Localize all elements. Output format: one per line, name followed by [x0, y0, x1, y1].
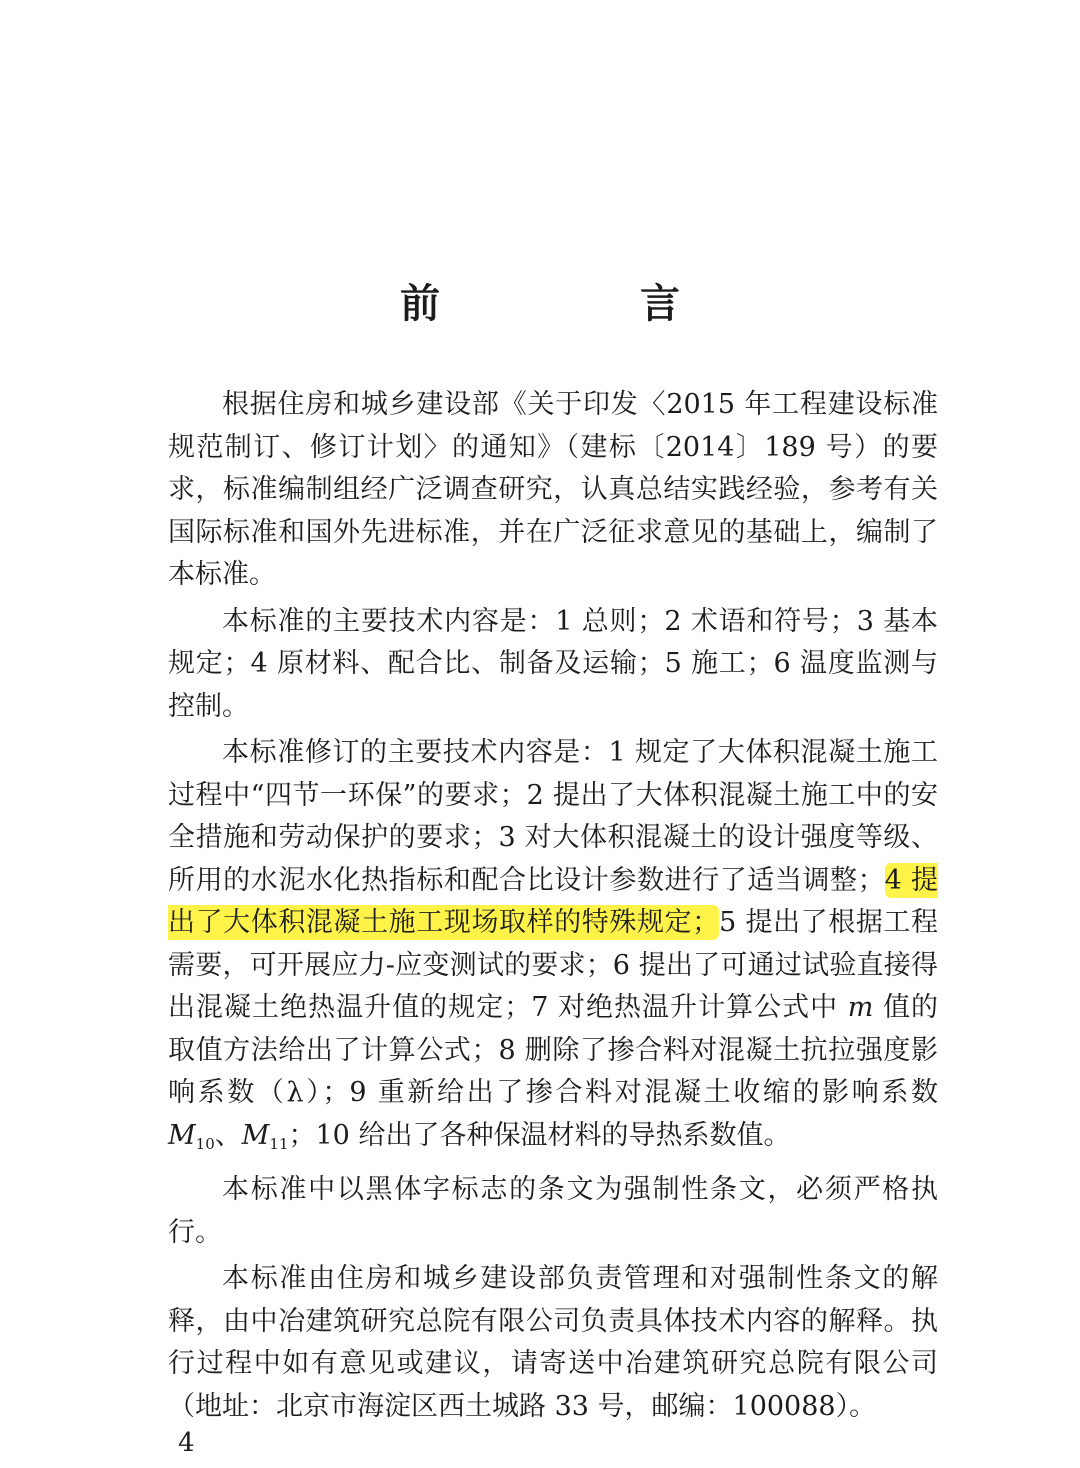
highlighted-text: 4 提出了大体积混凝土施工现场取样的特殊规定；	[168, 864, 939, 938]
page-title: 前 言	[400, 280, 760, 327]
variable-m11: M	[241, 1119, 270, 1151]
paragraph-5: 本标准由住房和城乡建设部负责管理和对强制性条文的解释，由中冶建筑研究总院有限公司负责具体技术内容的解释。执行过程中如有意见或建议，请寄送中冶建筑研究总院有限公司（地址：北京市海淀区西土城路 33 号，邮编：100088）。	[168, 1263, 938, 1422]
paragraph-3-part-3: 值的取值方法给出了计算公式；8 删除了掺合料对混凝土抗拉强度影响系数（λ）；9 重新给出了掺合料对混凝土收缩的影响系数	[168, 992, 938, 1108]
variable-m10: M	[168, 1119, 196, 1151]
paragraph-3-part-4: ；10 给出了各种保温材料的导热系数值。	[288, 1119, 791, 1151]
paragraph-3	[168, 732, 938, 1165]
subscript-10: 10	[195, 1134, 215, 1153]
variable-m: m	[847, 992, 874, 1023]
paragraph-4: 本标准中以黑体字标志的条文为强制性条文，必须严格执行。	[168, 1174, 938, 1248]
separator: 、	[214, 1119, 242, 1151]
paragraph-3-part-1: 本标准修订的主要技术内容是：1 规定了大体积混凝土施工过程中“四节一环保”的要求；2 提出了大体积混凝土施工中的安全措施和劳动保护的要求；3 对大体积混凝土的设计强度等级、所用的水泥水化热指标和配合比设计参数进行了适当调整；	[168, 737, 938, 896]
page-number: 4	[178, 1428, 195, 1458]
paragraph-3-part-2: 5 提出了根据工程需要，可开展应力-应变测试的要求；6 提出了可通过试验直接得出混凝土绝热温升值的规定；7 对绝热温升计算公式中	[168, 907, 939, 1023]
subscript-11: 11	[269, 1134, 289, 1153]
body-text	[168, 384, 938, 1432]
paragraph-1: 根据住房和城乡建设部《关于印发〈2015 年工程建设标准规范制订、修订计划〉的通知》（建标〔2014〕189 号）的要求，标准编制组经广泛调查研究，认真总结实践经验，参考有关国际标准和国外先进标准，并在广泛征求意见的基础上，编制了本标准。	[168, 389, 938, 590]
paragraph-2: 本标准的主要技术内容是：1 总则；2 术语和符号；3 基本规定；4 原材料、配合比、制备及运输；5 施工；6 温度监测与控制。	[168, 605, 938, 722]
